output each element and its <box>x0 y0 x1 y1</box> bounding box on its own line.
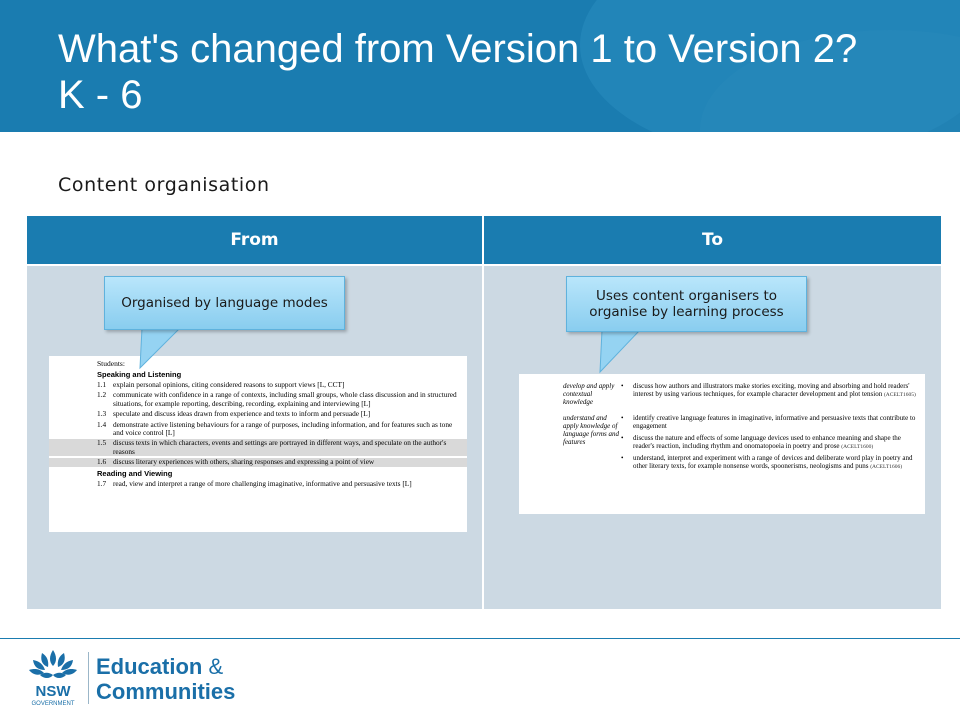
bullet-icon: • <box>621 382 624 390</box>
doc-content-item <box>621 434 917 451</box>
slide-title <box>58 26 938 118</box>
doc-outcome-number: 1.4 <box>97 419 107 429</box>
doc-content-text <box>633 414 917 431</box>
doc-outcome-text: explain personal opinions, citing considered reasons to support views [L, CCT] <box>113 380 345 389</box>
doc-content-item <box>621 414 917 431</box>
bullet-icon: • <box>621 414 624 422</box>
bullet-icon: • <box>621 454 624 462</box>
logo-government-text: GOVERNMENT <box>31 701 75 707</box>
nsw-waratah-logo-icon <box>22 648 84 710</box>
doc-section-heading: Reading and Viewing <box>97 468 173 478</box>
doc-outcome-number: 1.7 <box>97 478 107 488</box>
doc-outcome-row <box>49 458 467 466</box>
column-header-to: To <box>484 216 941 264</box>
doc-outcome-row <box>97 421 463 438</box>
doc-content-description: discuss how authors and illustrators make stories exciting, moving and absorbing and hold readers' interest by using various techniques, for example character development and plot tension <box>633 382 910 398</box>
logo-nsw-text: NSW <box>35 683 71 700</box>
doc-content-group <box>563 382 917 406</box>
doc-students-label: Students: <box>97 359 125 368</box>
wordmark-education: Education <box>96 654 203 679</box>
doc-content-text <box>633 382 917 399</box>
logo-divider <box>88 652 89 704</box>
version2-document-excerpt <box>519 374 925 514</box>
doc-content-text <box>633 454 917 471</box>
doc-content-group <box>563 414 917 474</box>
doc-content-description: discuss the nature and effects of some language devices used to enhance meaning and shape the reader's reaction, including rhythm and onomatopoeia in poetry and prose <box>633 434 901 450</box>
doc-outcome-row <box>97 391 463 408</box>
callout-content-organisers: Uses content organisers to organise by learning process <box>566 276 807 332</box>
doc-outcome-number: 1.3 <box>97 409 107 419</box>
doc-outcome-row <box>49 439 467 456</box>
doc-organiser-label: understand and apply knowledge of language forms and features <box>563 414 619 446</box>
column-header-from: From <box>27 216 482 264</box>
doc-outcome-text: demonstrate active listening behaviours for a range of purposes, including information, and for features such as tone and voice control [L] <box>113 419 453 438</box>
doc-content-item <box>621 454 917 471</box>
doc-outcome-text: discuss texts in which characters, events and settings are portrayed in different ways, and speculate on the author's reasons <box>113 438 447 456</box>
doc-outcome-text: discuss literary experiences with others, sharing responses and expressing a point of view <box>113 457 375 467</box>
doc-outcome-number: 1.1 <box>97 380 107 389</box>
doc-organiser-label: develop and apply contextual knowledge <box>563 382 615 406</box>
title-banner <box>0 0 960 132</box>
doc-outcome-row <box>97 381 463 389</box>
version1-document-excerpt <box>49 356 467 532</box>
callout-pointer <box>596 330 656 374</box>
footer-divider <box>0 638 960 639</box>
doc-section-heading: Speaking and Listening <box>97 370 182 379</box>
doc-outcome-number: 1.2 <box>97 390 107 400</box>
doc-outcome-row <box>97 480 463 488</box>
callout-language-modes: Organised by language modes <box>104 276 345 330</box>
doc-outcome-number: 1.6 <box>97 457 107 467</box>
doc-content-code: (ACELT1600) <box>841 444 874 450</box>
callout-pointer <box>136 328 196 370</box>
wordmark-ampersand: & <box>208 654 224 679</box>
doc-content-description: identify creative language features in imaginative, informative and persuasive texts that contribute to engagement <box>633 414 916 430</box>
doc-content-description: understand, interpret and experiment with a range of devices and deliberate word play in poetry and other literary texts, for example nonsense words, spoonerisms, neologisms and puns <box>633 454 913 470</box>
bullet-icon: • <box>621 434 624 442</box>
doc-outcome-row <box>97 410 463 418</box>
doc-outcome-number: 1.5 <box>97 438 107 448</box>
doc-content-item <box>621 382 917 399</box>
doc-outcome-text: speculate and discuss ideas drawn from experience and texts to inform and persuade [L] <box>113 409 371 419</box>
title-line-2: K - 6 <box>58 73 143 117</box>
doc-outcome-text: communicate with confidence in a range of contexts, including small groups, whole class discussion and in structured situations, for example reporting, describing, recording, explaining and interviewing [L] <box>113 390 457 408</box>
section-subtitle: Content organisation <box>58 174 270 196</box>
department-wordmark <box>96 654 235 704</box>
wordmark-communities: Communities <box>96 679 236 704</box>
doc-content-code: (ACELT1606) <box>870 464 903 470</box>
doc-content-code: (ACELT1605) <box>883 392 916 398</box>
doc-content-text <box>633 434 917 451</box>
doc-outcome-text: read, view and interpret a range of more challenging imaginative, informative and persuasive texts [L] <box>113 478 412 488</box>
title-line-1: What's changed from Version 1 to Version 2? <box>58 27 858 71</box>
